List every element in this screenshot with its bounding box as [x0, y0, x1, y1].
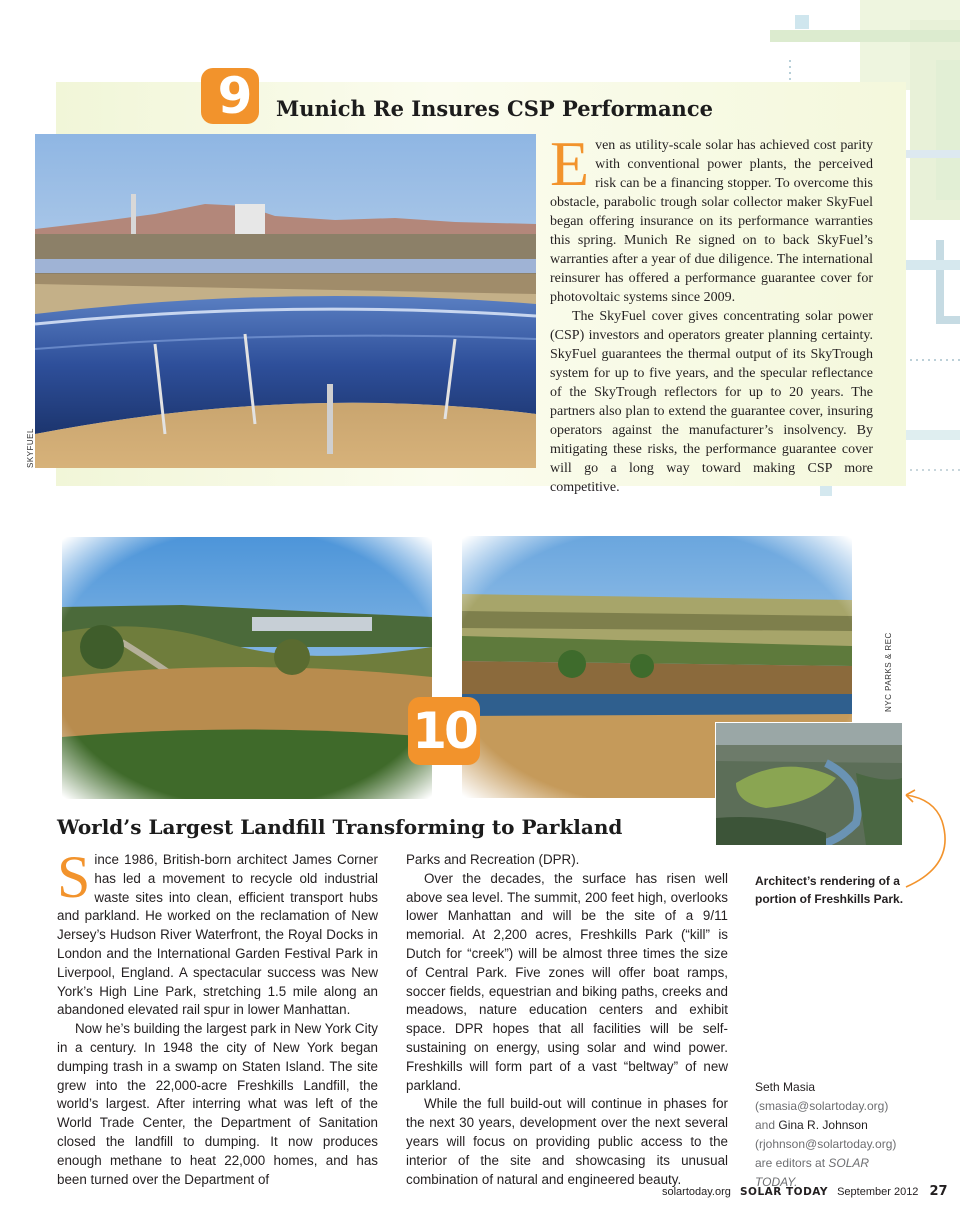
section10-number-badge: 10 [408, 697, 480, 765]
section10-dropcap: S [57, 844, 91, 910]
section10-paragraph-1-text: ince 1986, British-born architect James Corner has led a movement to recycle old industrial waste sites into clean, efficient transport hubs and parkland. He worked on the reclamation of New Jersey’s Hudson River Waterfront, the Royal Docks in London and the International Garden Festival Park in Liverpool, England. A spectacular success was New York’s High Line Park, stretching 1.5 mile along an abandoned elevated rail spur in lower Manhattan. [57, 852, 378, 1018]
section9-paragraph-1-text: ven as utility-scale solar has achieved cost parity with conventional power plants, the perceived risk can be a financing stopper. To overcome this obstacle, parabolic trough solar collector maker SkyFuel began offering insurance on its performance warranties this spring. Munich Re signed on to back SkyFuel’s warranties after a year of due diligence. The international reinsurer has offered a performance guarantee cover for photovoltaic systems since 2009. [550, 138, 873, 305]
landfill-meadow-photo [62, 537, 432, 799]
park-rendering-photo [715, 722, 903, 846]
solar-trough-photo [35, 134, 536, 468]
editors-magazine: SOLAR TODAY. [755, 1156, 870, 1189]
footer-magazine: SOLAR TODAY [739, 1186, 829, 1198]
section10-paragraph-5: While the full build-out will continue in phases for the next 30 years, development over the next several years will focus on providing public access to the interior of the site and showcasing its unusual combination of natural and engineered beauty. [406, 1096, 728, 1187]
section10-column-2 [406, 851, 728, 1189]
section9-photo-credit: SKYFUEL [26, 428, 35, 468]
photo-caption: Architect’s rendering of a portion of Freshkills Park. [755, 874, 904, 906]
section10-photo-credit: NYC PARKS & REC [884, 632, 893, 712]
section10-paragraph-2: Now he’s building the largest park in New York City in a century. In 1948 the city of New York began dumping trash in a swamp on Staten Island. The site grew into the 22,000-acre Freshkills Landfill, the world’s largest. After interring what was left of the World Trade Center, the Department of Sanitation closed the landfill to dumping. It now produces enough methane to heat 22,000 homes, and has been turned over the Department of [57, 1021, 378, 1187]
callout-arrow [898, 785, 952, 890]
footer-site: solartoday.org [662, 1186, 731, 1198]
section10-paragraph-4: Over the decades, the surface has risen well above sea level. The summit, 200 feet high, overlooks lower Manhattan and will be the site of a 9/11 memorial. At 2,200 acres, Freshkills Park (“kill” is Dutch for “creek”) will be almost three times the size of Central Park. Five zones will offer boat ramps, soccer fields, equestrian and biking paths, creeks and meadows, nature education centers and exhibit space. DPR hopes that all facilities will be self-sustaining on energy, using solar and wind power. Freshkills will form part of a vast “beltway” of new parkland. [406, 870, 728, 1093]
section9-number-badge: 9 [201, 68, 259, 124]
editor-email-2: (rjohnson@solartoday.org) are editors at [755, 1137, 897, 1170]
section10-column-1 [57, 844, 378, 1189]
section9-paragraph-1 [550, 128, 873, 307]
editor-name-2: Gina R. Johnson [778, 1118, 868, 1132]
page-footer [662, 1184, 948, 1199]
editor-name-1: Seth Masia [755, 1080, 816, 1094]
section9-paragraph-2: The SkyFuel cover gives concentrating solar power (CSP) investors and operators greater planning certainty. SkyFuel guarantees the thermal output of its SkyTrough system for up to five years, and the specular reflectance of the SkyTrough reflectors for up to 20 years. The partners also plan to extend the guarantee cover, insuring operators against the manufacturer’s insolvency. By mitigating these risks, the performance guarantee cover will go a long way toward making CSP more competitive. [550, 309, 873, 495]
section10-paragraph-1 [57, 844, 378, 1020]
section10-paragraph-3: Parks and Recreation (DPR). [406, 852, 580, 867]
section9-dropcap: E [550, 128, 590, 199]
section10-title: World’s Largest Landfill Transforming to Parkland [57, 815, 623, 839]
section9-title: Munich Re Insures CSP Performance [276, 96, 713, 121]
section9-article-body [550, 128, 873, 497]
footer-issue: September 2012 [837, 1186, 919, 1198]
page-number: 27 [929, 1184, 948, 1199]
editors-note [755, 1078, 905, 1192]
editor-email-1: (smasia@solartoday.org) and [755, 1099, 889, 1132]
